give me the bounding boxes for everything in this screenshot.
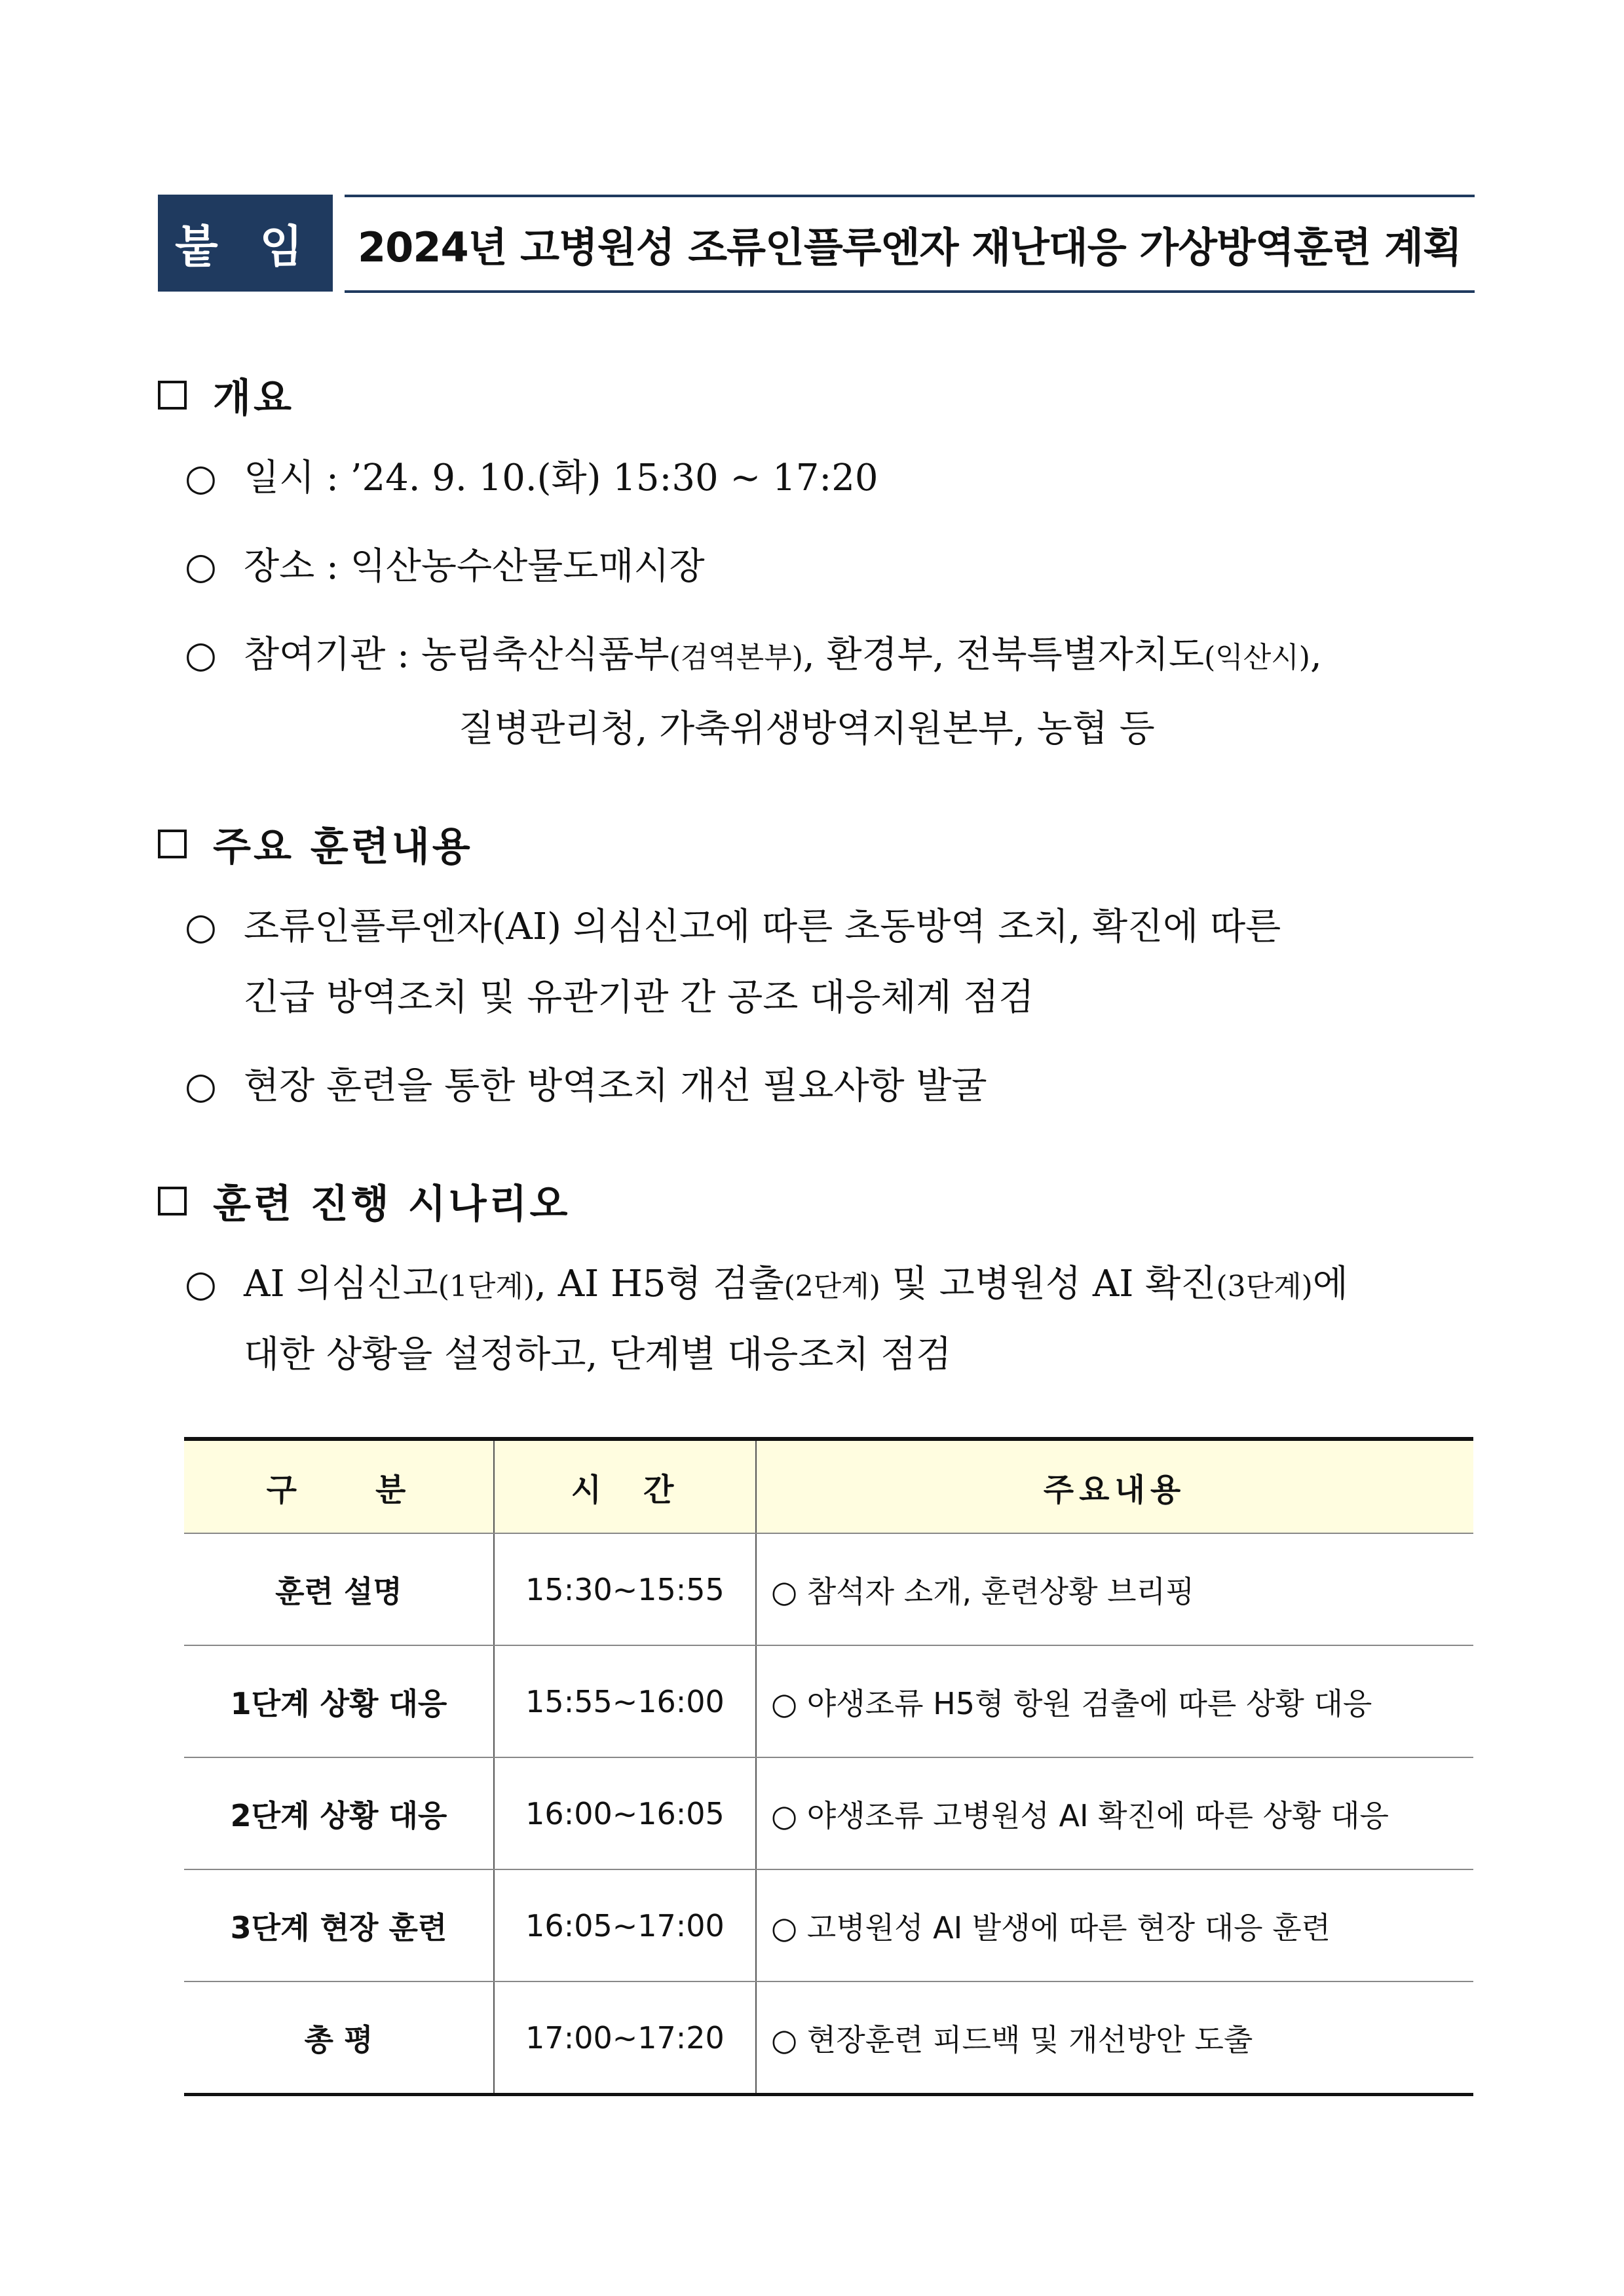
section-scenario bbox=[158, 1173, 570, 1229]
section-heading: 훈련 진행 시나리오 bbox=[213, 1181, 571, 1227]
training-item-1-cont: 긴급 방역조치 및 유관기관 간 공조 대응체계 점검 bbox=[244, 976, 1034, 1019]
overview-date: ○ 일시 : ’24. 9. 10.(화) 15:30 ~ 17:20 bbox=[185, 442, 878, 514]
table-row bbox=[184, 1533, 1473, 1645]
row-content: ○ 현장훈련 피드백 및 개선방안 도출 bbox=[756, 1981, 1473, 2095]
table-row bbox=[184, 1981, 1473, 2095]
header-content: 주요내용 bbox=[756, 1439, 1473, 1533]
scenario-item-cont: 대한 상황을 설정하고, 단계별 대응조치 점검 bbox=[244, 1333, 952, 1376]
row-category: 3단계 현장 훈련 bbox=[184, 1869, 494, 1981]
table-row bbox=[184, 1645, 1473, 1757]
training-item-1: ○ 조류인플루엔자(AI) 의심신고에 따른 초동방역 조치, 확진에 따른 bbox=[185, 891, 1281, 963]
bullet-circle-icon: ○ bbox=[185, 545, 217, 588]
section-heading: 개요 bbox=[213, 375, 294, 421]
overview-place: ○ 장소 : 익산농수산물도매시장 bbox=[185, 531, 705, 603]
document-header bbox=[158, 195, 1475, 292]
overview-agencies: ○ 참여기관 : 농림축산식품부(검역본부), 환경부, 전북특별자치도(익산시), bbox=[185, 619, 1322, 694]
section-training bbox=[158, 816, 473, 872]
row-category: 훈련 설명 bbox=[184, 1533, 494, 1645]
row-time: 17:00~17:20 bbox=[494, 1981, 756, 2095]
bullet-circle-icon: ○ bbox=[185, 1263, 217, 1305]
checkbox-icon bbox=[158, 1187, 187, 1215]
checkbox-icon bbox=[158, 381, 187, 410]
row-time: 16:05~17:00 bbox=[494, 1869, 756, 1981]
bullet-circle-icon: ○ bbox=[185, 457, 217, 499]
schedule-table bbox=[184, 1437, 1473, 2096]
bullet-circle-icon: ○ bbox=[185, 634, 217, 676]
document-title: 2024년 고병원성 조류인플루엔자 재난대응 가상방역훈련 계획 bbox=[345, 195, 1475, 293]
row-content: ○ 참석자 소개, 훈련상황 브리핑 bbox=[756, 1533, 1473, 1645]
scenario-item: ○ AI 의심신고(1단계), AI H5형 검출(2단계) 및 고병원성 AI 확진(3단계)에 bbox=[185, 1248, 1348, 1323]
training-item-2: ○ 현장 훈련을 통한 방역조치 개선 필요사항 발굴 bbox=[185, 1050, 987, 1122]
table-row bbox=[184, 1869, 1473, 1981]
bullet-circle-icon: ○ bbox=[185, 1065, 217, 1107]
row-category: 총 평 bbox=[184, 1981, 494, 2095]
row-content: ○ 야생조류 H5형 항원 검출에 따른 상황 대응 bbox=[756, 1645, 1473, 1757]
table-row bbox=[184, 1757, 1473, 1869]
section-heading: 주요 훈련내용 bbox=[213, 824, 473, 870]
section-overview bbox=[158, 367, 294, 423]
row-content: ○ 야생조류 고병원성 AI 확진에 따른 상황 대응 bbox=[756, 1757, 1473, 1869]
row-time: 15:30~15:55 bbox=[494, 1533, 756, 1645]
row-category: 2단계 상황 대응 bbox=[184, 1757, 494, 1869]
row-category: 1단계 상황 대응 bbox=[184, 1645, 494, 1757]
attachment-tag: 붙 임 bbox=[158, 195, 333, 292]
bullet-circle-icon: ○ bbox=[185, 906, 217, 948]
checkbox-icon bbox=[158, 830, 187, 858]
table-header-row bbox=[184, 1439, 1473, 1533]
row-time: 15:55~16:00 bbox=[494, 1645, 756, 1757]
row-content: ○ 고병원성 AI 발생에 따른 현장 대응 훈련 bbox=[756, 1869, 1473, 1981]
header-category: 구 분 bbox=[184, 1439, 494, 1533]
overview-agencies-cont: 질병관리청, 가축위생방역지원본부, 농협 등 bbox=[459, 708, 1155, 750]
row-time: 16:00~16:05 bbox=[494, 1757, 756, 1869]
header-time: 시 간 bbox=[494, 1439, 756, 1533]
